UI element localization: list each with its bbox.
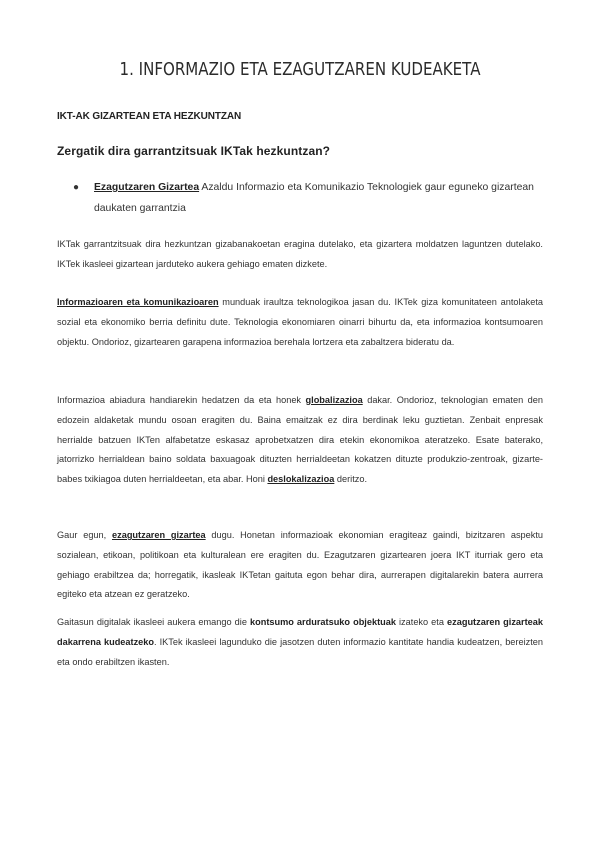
paragraph-1 [57,235,543,275]
bullet-item [73,177,553,219]
paragraph-1-text: IKTak garrantzitsuak dira hezkuntzan gizabanakoetan eragina dutelako, eta gizartera moldatzen laguntzen dutelako. IKTek ikasleei gizartean jarduteko aukera gehiago ematen dizkete. [57,239,543,269]
page-title: 1. INFORMAZIO ETA EZAGUTZAREN KUDEAKETA [119,60,481,80]
informazioaren-link[interactable]: Informazioaren eta komunikazioaren [57,297,219,307]
paragraph-5-text-c: . IKTek ikasleei lagunduko die jasotzen duten informazio kantitate handia kudeatzen, bereizten eta ondo erabiltzen ikasten. [57,636,543,667]
paragraph-4-text-a: Gaur egun, [57,530,112,540]
bullet-dot-icon: ● [73,182,80,193]
paragraph-3 [57,391,543,490]
paragraph-2-text: munduak iraultza teknologikoa jasan du. IKTek giza komunitateen antolaketa sozial eta ekonomiko berria definitu dute. Teknologia ekonomiaren oinarri bihurtu da, eta informazioa kontsumoaren objektu. Ondorioz, gizartearen garapena informazioa berehala lortzera eta zabaltzera bideratu da. [57,297,543,347]
globalizazioa-link[interactable]: globalizazioa [305,395,363,405]
paragraph-4-text-b: dugu. Honetan informazioak ekonomian eragiteaz gaindi, bizitzaren aspektu sozialean, etikoan, politikoan eta kulturalean ere eragiten du. Ezagutzaren gizartearen joera IKT iturriak gero eta gehiago erabiltzea da; horregatik, ikasleak IKTetan gaituta egon behar dira, aurrerapen digitalarekin batera aurrera egiteko eta atzean ez geratzeko. [57,530,544,600]
paragraph-5 [57,613,543,672]
paragraph-5-text-b: izateko eta [395,617,448,627]
paragraph-2 [57,293,543,352]
paragraph-5-text-a: Gaitasun digitalak ikasleei aukera emango die [57,617,250,627]
paragraph-3-text-a: Informazioa abiadura handiarekin hedatzen da eta honek [57,395,306,405]
paragraph-4 [57,526,543,605]
ezagutzaren-gizarteak-bold-text: ezagutzaren gizarteak dakarrena kudeatzeko [57,617,543,647]
bullet-text [94,177,553,219]
question-heading: Zergatik dira garrantzitsuak IKTak hezkuntzan? [57,144,331,158]
ezagutzaren-gizartea-link[interactable]: Ezagutzaren Gizartea [94,182,200,193]
paragraph-3-text-c: deritzo. [334,474,368,485]
paragraph-3-text-b: dakar. Ondorioz, teknologian ematen den edozein aldaketak mundu osoan eragiten du. Baina emaitzak ez dira berdinak leku guztietan. Zenbait enpresak herrialde batzuen IKTen alfabetatze eskasaz aprobetxatzen dira etekin ekonomikoa ateratzeko. Esate baterako, jatorrizko herrialdean baino soldata baxuagoak dituzten herrialdeetan kokatzen dituzte produkzio-zentroak, gizarte-babes txikiagoa duten herrialdeetan, eta abar. Honi [57,395,543,485]
kontsumo-bold-text: kontsumo arduratsuko objektuak [249,617,396,627]
bullet-description: Azaldu Informazio eta Komunikazio Teknologiek gaur eguneko gizartean daukaten garrantzia [94,182,534,214]
deslokalizazioa-link[interactable]: deslokalizazioa [267,474,335,485]
ezagutzaren-gizartea-inline-link[interactable]: ezagutzaren gizartea [112,530,206,540]
section-heading: IKT-AK GIZARTEAN ETA HEZKUNTZAN [57,111,242,122]
